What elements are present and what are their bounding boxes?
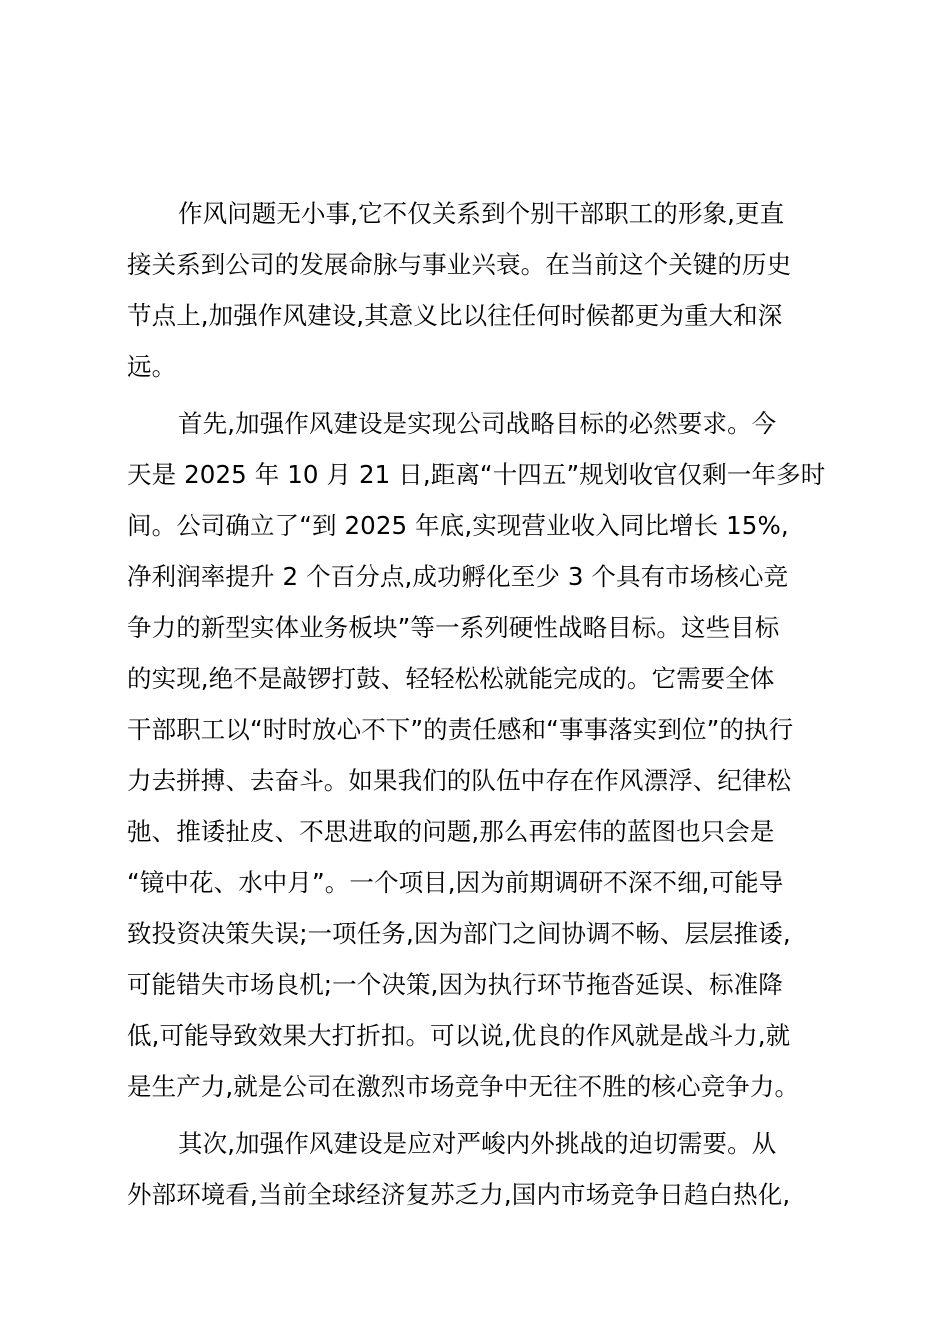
text-line: 力去拼搏、去奋斗。如果我们的队伍中存在作风漂浮、纪律松	[127, 766, 792, 795]
text-line: 致投资决策失误;一项任务,因为部门之间协调不畅、层层推诿,	[127, 919, 791, 948]
text-line: 干部职工以“时时放心不下”的责任感和“事事落实到位”的执行	[127, 715, 794, 744]
text-line: 间。公司确立了“到 2025 年底,实现营业收入同比增长 15%,	[127, 511, 789, 540]
text-line: 低,可能导致效果大打折扣。可以说,优良的作风就是战斗力,就	[127, 1021, 791, 1050]
text-line: 争力的新型实体业务板块”等一系列硬性战略目标。这些目标	[127, 613, 780, 642]
text-line: 是生产力,就是公司在激烈市场竞争中无往不胜的核心竞争力。	[127, 1072, 800, 1101]
text-line: 的实现,绝不是敲锣打鼓、轻轻松松就能完成的。它需要全体	[127, 664, 775, 693]
text-line: 天是 2025 年 10 月 21 日,距离“十四五”规划收官仅剩一年多时	[127, 460, 826, 489]
text-line: 其次,加强作风建设是应对严峻内外挑战的迫切需要。从	[178, 1129, 777, 1158]
text-line: 作风问题无小事,它不仅关系到个别干部职工的形象,更直	[178, 199, 785, 228]
paragraph-1	[127, 188, 827, 392]
text-line: 外部环境看,当前全球经济复苏乏力,国内市场竞争日趋白热化,	[127, 1180, 791, 1209]
text-line: “镜中花、水中月”。一个项目,因为前期调研不深不细,可能导	[127, 868, 784, 897]
text-line: 净利润率提升 2 个百分点,成功孵化至少 3 个具有市场核心竞	[127, 562, 789, 591]
text-line: 首先,加强作风建设是实现公司战略目标的必然要求。今	[178, 409, 777, 438]
text-line: 弛、推诿扯皮、不思进取的问题,那么再宏伟的蓝图也只会是	[127, 817, 775, 846]
document-body	[127, 188, 827, 1220]
text-line: 接关系到公司的发展命脉与事业兴衰。在当前这个关键的历史	[127, 250, 792, 279]
text-line: 可能错失市场良机;一个决策,因为执行环节拖沓延误、标准降	[127, 970, 783, 999]
text-line: 远。	[127, 352, 177, 381]
paragraph-3	[127, 1118, 827, 1220]
text-line: 节点上,加强作风建设,其意义比以往任何时候都更为重大和深	[127, 301, 783, 330]
paragraph-2	[127, 398, 827, 1112]
